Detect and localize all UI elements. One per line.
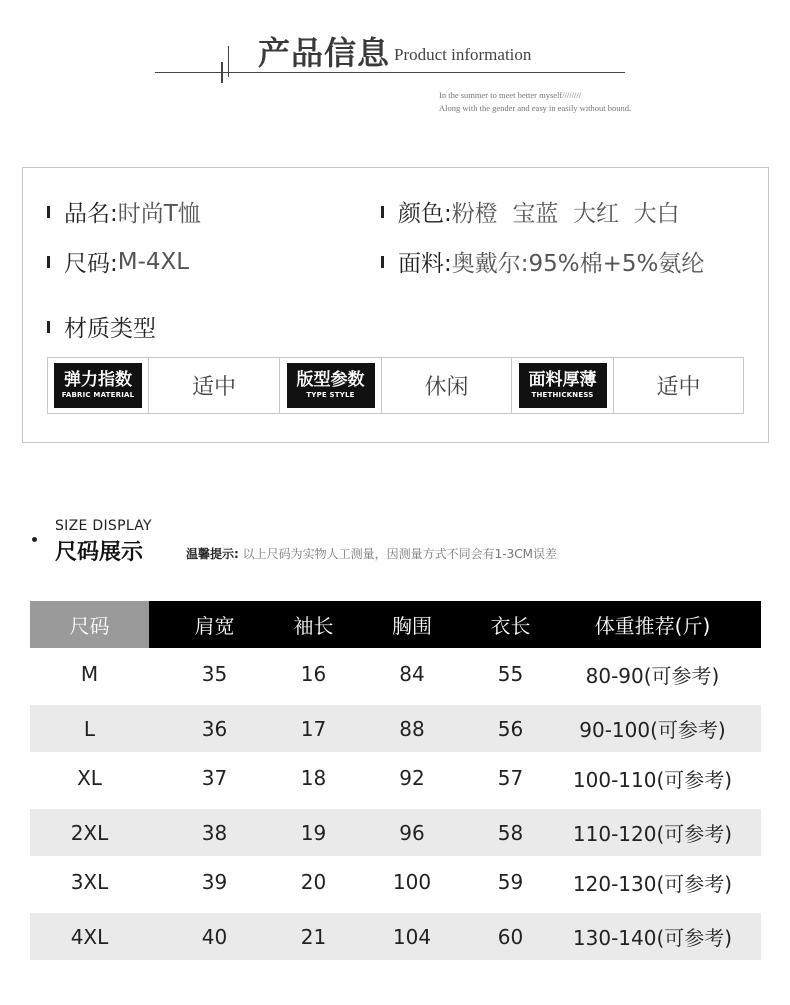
badge-subtitle: THETHICKNESS	[531, 391, 594, 399]
cell-shoulder: 37	[201, 766, 228, 790]
feature-badge-cell	[48, 358, 149, 413]
feature-badge-style	[287, 363, 375, 408]
cell-sleeve: 21	[300, 924, 327, 949]
bullet-mark	[381, 206, 384, 218]
cell-weight: 130-140(可参考)	[572, 926, 733, 950]
cell-sleeve: 20	[300, 870, 327, 894]
feature-value-style: 休闲	[424, 375, 469, 400]
name-label: 品名:	[64, 201, 118, 227]
badge-title: 版型参数	[296, 370, 365, 390]
cell-weight: 110-120(可参考)	[572, 822, 733, 846]
table-header-row	[30, 601, 761, 648]
cell-weight: 120-130(可参考)	[572, 871, 733, 896]
cell-weight: 90-100(可参考)	[579, 718, 726, 742]
color-value: 粉橙 宝蓝 大红 大白	[451, 201, 680, 227]
table-row	[30, 913, 761, 960]
info-size	[47, 245, 189, 278]
cell-size: 4XL	[70, 924, 109, 949]
cell-weight: 100-110(可参考)	[572, 767, 733, 792]
table-row	[30, 705, 761, 752]
feature-value-cell	[149, 358, 280, 413]
badge-title: 弹力指数	[64, 370, 132, 390]
cell-shoulder: 39	[201, 870, 228, 894]
page-title-en: Product information	[394, 45, 532, 64]
cell-size: M	[80, 662, 99, 686]
badge-subtitle: TYPE STYLE	[306, 391, 355, 399]
cell-chest: 96	[399, 820, 425, 845]
header-subtitle-1: In the summer to meet better myself////////	[439, 90, 582, 100]
cell-chest: 84	[399, 662, 425, 686]
col-header-shoulder: 肩宽	[194, 614, 235, 638]
feature-badge-cell	[280, 358, 382, 413]
name-value: 时尚T恤	[117, 201, 201, 227]
cell-size: 3XL	[70, 870, 109, 894]
bullet-mark	[47, 206, 50, 218]
col-header-weight: 体重推荐(斤)	[594, 614, 711, 638]
cell-shoulder: 38	[201, 820, 228, 845]
badge-subtitle: FABRIC MATERIAL	[61, 391, 135, 399]
fabric-value: 奥戴尔:95%棉+5%氨纶	[451, 251, 705, 277]
feature-badge-cell	[512, 358, 614, 413]
cell-length: 60	[497, 924, 524, 949]
bullet-mark	[381, 256, 384, 268]
cell-size: L	[83, 716, 96, 741]
feature-value-cell	[382, 358, 512, 413]
bullet-mark	[47, 321, 50, 333]
size-label: 尺码:	[64, 251, 118, 277]
col-header-size: 尺码	[30, 601, 149, 648]
tip-label: 温馨提示:	[186, 547, 239, 561]
cell-shoulder: 36	[201, 716, 228, 741]
table-row	[30, 809, 761, 856]
bullet-mark	[47, 256, 50, 268]
cell-sleeve: 16	[300, 662, 327, 686]
cell-sleeve: 17	[300, 716, 327, 741]
header-subtitle-2: Along with the gender and easy in easily without bound.	[439, 103, 632, 113]
feature-value-cell	[614, 358, 743, 413]
cell-size: XL	[77, 766, 102, 790]
size-section-title-en: SIZE DISPLAY	[55, 518, 152, 534]
feature-badge-thickness	[519, 363, 607, 408]
col-header-sleeve: 袖长	[293, 614, 334, 638]
feature-value-elasticity: 适中	[191, 375, 236, 400]
cell-length: 55	[497, 662, 524, 686]
feature-strip	[47, 357, 744, 414]
size-value: M-4XL	[117, 248, 190, 275]
info-material	[47, 310, 156, 343]
cell-chest: 104	[392, 924, 432, 949]
page-title: 产品信息	[258, 34, 391, 72]
cell-size: 2XL	[70, 820, 109, 845]
color-label: 颜色:	[398, 201, 452, 227]
feature-badge-elasticity	[54, 363, 142, 408]
section-dot	[32, 537, 37, 542]
table-row	[30, 856, 761, 908]
cell-sleeve: 19	[300, 820, 327, 845]
info-name	[47, 195, 201, 228]
col-header-chest: 胸围	[392, 614, 432, 638]
cell-length: 56	[497, 716, 524, 741]
info-fabric	[381, 245, 704, 278]
cell-length: 57	[497, 766, 524, 790]
table-row	[30, 648, 761, 700]
cell-shoulder: 35	[201, 662, 228, 686]
badge-title: 面料厚薄	[528, 370, 597, 390]
tip-text: 以上尺码为实物人工测量，因测量方式不同会有1-3CM误差	[242, 547, 557, 561]
size-table	[30, 601, 761, 960]
info-color	[381, 195, 680, 228]
col-header-length: 衣长	[490, 614, 531, 638]
cell-shoulder: 40	[201, 924, 228, 949]
size-section-title: 尺码展示	[55, 540, 144, 565]
size-tip	[186, 545, 557, 562]
material-label: 材质类型	[64, 316, 156, 342]
cell-chest: 100	[392, 870, 432, 894]
header-tick-right	[228, 46, 229, 77]
cell-length: 59	[497, 870, 524, 894]
cell-sleeve: 18	[300, 766, 327, 790]
product-info-box	[22, 167, 769, 443]
cell-length: 58	[497, 820, 524, 845]
feature-value-thickness: 适中	[656, 375, 701, 400]
cell-weight: 80-90(可参考)	[585, 663, 720, 688]
cell-chest: 92	[399, 766, 425, 790]
table-row	[30, 752, 761, 804]
header-tick-left	[221, 62, 223, 83]
cell-chest: 88	[399, 716, 425, 741]
fabric-label: 面料:	[398, 251, 452, 277]
